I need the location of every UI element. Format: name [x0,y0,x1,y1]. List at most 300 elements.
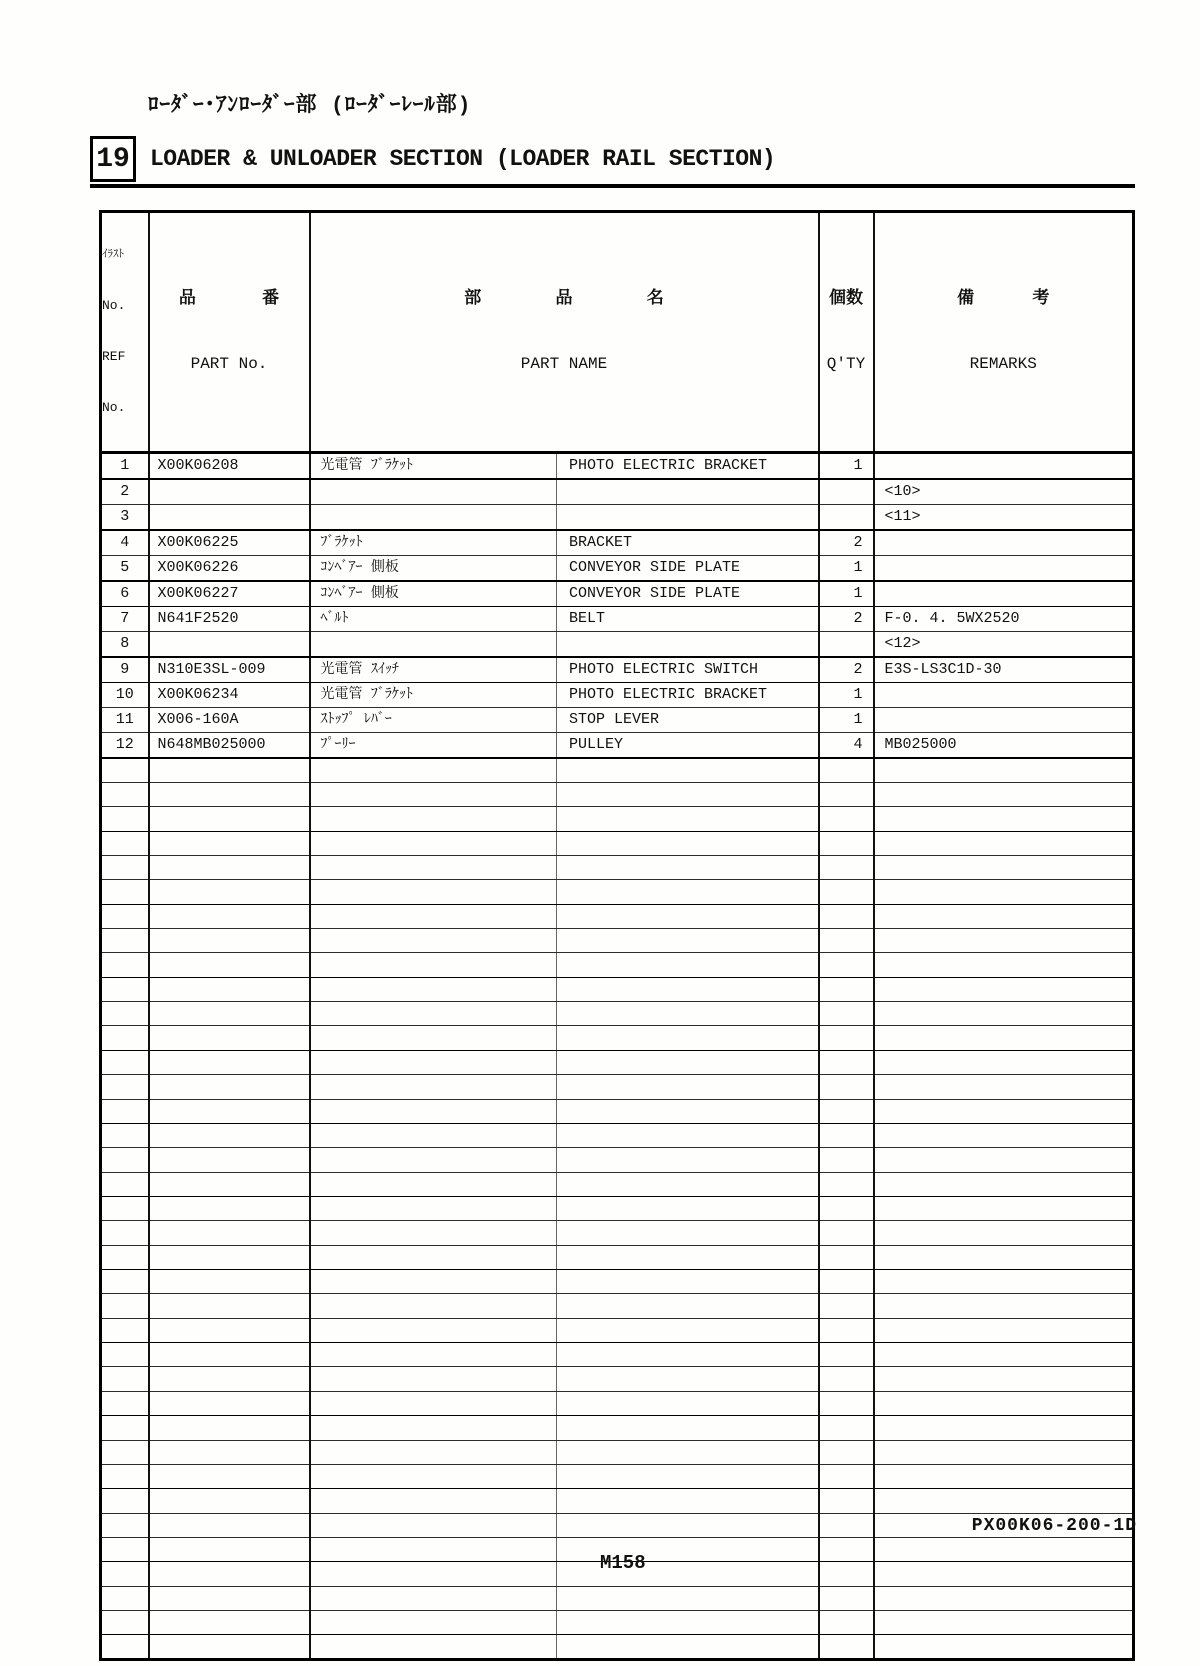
part-no-cell: X00K06225 [149,530,310,556]
part-no-cell [149,1586,310,1610]
part-no-cell [149,1318,310,1342]
part-name-en-cell [557,1513,819,1537]
qty-cell [819,1270,874,1294]
part-name-en-cell [557,807,819,831]
table-row-empty [101,1318,1134,1342]
qty-cell [819,1026,874,1050]
qty-cell [819,1075,874,1099]
table-row-empty [101,1416,1134,1440]
qty-cell [819,1318,874,1342]
table-row-empty [101,1221,1134,1245]
table-row-empty [101,758,1134,782]
part-no-cell [149,1391,310,1415]
remarks-cell [874,1123,1134,1147]
ref-no-cell: 4 [101,530,149,556]
remarks-cell [874,1318,1134,1342]
part-name-en-cell [557,1148,819,1172]
part-name-en-cell [557,831,819,855]
ref-no-cell [101,782,149,806]
ref-no-cell [101,1221,149,1245]
ref-no-cell [101,1270,149,1294]
table-row-empty [101,1270,1134,1294]
qty-cell: 1 [819,581,874,607]
part-name-jp-cell [310,1440,557,1464]
part-name-jp-cell [310,904,557,928]
qty-cell [819,1562,874,1586]
qty-cell [819,1148,874,1172]
part-name-en-cell [557,1196,819,1220]
part-no-cell [149,1002,310,1026]
qty-cell [819,1099,874,1123]
table-row [101,607,1134,632]
part-no-cell: N648MB025000 [149,733,310,759]
qty-cell: 1 [819,708,874,733]
part-no-cell [149,953,310,977]
part-name-header-en: PART NAME [520,355,608,373]
remarks-cell [874,1270,1134,1294]
ref-no-cell [101,1172,149,1196]
table-row [101,733,1134,759]
part-name-en-cell [557,1611,819,1635]
table-row [101,530,1134,556]
ref-no-cell [101,1245,149,1269]
part-no-cell [149,505,310,531]
part-name-en-cell [557,1270,819,1294]
header-row [101,212,1134,453]
qty-cell [819,1245,874,1269]
part-name-en-cell [557,1538,819,1562]
remarks-header-jp: 備 考 [957,290,1050,309]
part-no-cell: X006-160A [149,708,310,733]
ref-no-cell: 9 [101,657,149,683]
part-no-cell [149,1270,310,1294]
qty-cell [819,1221,874,1245]
part-name-jp-cell [310,953,557,977]
ref-no-cell: 1 [101,453,149,480]
part-name-en-cell: PHOTO ELECTRIC BRACKET [557,683,819,708]
ref-no-cell [101,1562,149,1586]
qty-cell [819,1050,874,1074]
table-row-empty [101,1075,1134,1099]
table-row [101,505,1134,531]
table-row-empty [101,1391,1134,1415]
table-row-empty [101,1050,1134,1074]
part-no-cell [149,1464,310,1488]
ref-no-cell [101,1148,149,1172]
remarks-cell [874,1196,1134,1220]
part-no-cell [149,855,310,879]
table-row-empty [101,1148,1134,1172]
part-name-jp-cell [310,1611,557,1635]
table-row-empty [101,1245,1134,1269]
qty-header-jp: 個数 [829,290,863,309]
part-name-header [310,212,819,453]
part-no-cell [149,632,310,658]
ref-no-cell [101,1318,149,1342]
part-name-jp-cell [310,1464,557,1488]
part-name-en-cell [557,1050,819,1074]
qty-cell: 2 [819,657,874,683]
table-row-empty [101,1440,1134,1464]
part-name-jp-cell [310,1294,557,1318]
section-title-english: LOADER & UNLOADER SECTION (LOADER RAIL SECTION) [150,146,776,172]
part-no-cell [149,1148,310,1172]
ref-no-cell [101,1002,149,1026]
remarks-cell [874,1075,1134,1099]
table-row [101,581,1134,607]
qty-cell [819,1367,874,1391]
qty-cell [819,1611,874,1635]
part-name-header-jp: 部 品 名 [464,290,664,309]
part-no-cell [149,758,310,782]
part-name-en-cell [557,1026,819,1050]
ref-no-cell [101,1489,149,1513]
ref-no-cell [101,1294,149,1318]
ref-no-cell [101,1586,149,1610]
part-name-en-cell [557,1635,819,1659]
qty-cell [819,929,874,953]
part-name-en-cell [557,880,819,904]
table-row-empty [101,1172,1134,1196]
part-no-cell: X00K06234 [149,683,310,708]
part-no-cell: X00K06226 [149,556,310,582]
remarks-cell: F-0. 4. 5WX2520 [874,607,1134,632]
part-name-en-cell [557,1245,819,1269]
table-row-empty [101,1489,1134,1513]
ref-no-cell [101,1343,149,1367]
remarks-cell [874,855,1134,879]
qty-cell [819,953,874,977]
part-name-jp-cell [310,807,557,831]
qty-cell [819,977,874,1001]
part-name-en-cell [557,632,819,658]
part-name-en-cell [557,1172,819,1196]
part-no-cell [149,929,310,953]
page-number: M158 [600,1552,646,1574]
table-row [101,657,1134,683]
remarks-cell [874,1586,1134,1610]
remarks-header-en: REMARKS [969,355,1037,373]
qty-cell [819,1416,874,1440]
part-name-en-cell [557,1464,819,1488]
remarks-cell [874,758,1134,782]
part-no-cell [149,1538,310,1562]
part-no-cell [149,1367,310,1391]
part-name-jp-cell [310,1075,557,1099]
remarks-cell [874,1221,1134,1245]
remarks-cell: <11> [874,505,1134,531]
qty-cell [819,904,874,928]
part-name-en-cell [557,977,819,1001]
qty-cell: 2 [819,607,874,632]
remarks-cell [874,1050,1134,1074]
part-name-jp-cell [310,1343,557,1367]
qty-cell [819,758,874,782]
table-row-empty [101,1099,1134,1123]
ref-no-cell: 2 [101,479,149,505]
remarks-cell [874,581,1134,607]
remarks-cell [874,904,1134,928]
ref-no-cell [101,1538,149,1562]
table-row [101,479,1134,505]
part-no-header-jp: 品 番 [178,290,280,309]
part-name-en-cell [557,1343,819,1367]
title-underline [90,184,1135,188]
part-name-en-cell: BELT [557,607,819,632]
ref-no-cell [101,855,149,879]
part-name-jp-cell [310,1099,557,1123]
ref-no-cell: 6 [101,581,149,607]
table-row-empty [101,855,1134,879]
ref-no-cell: 12 [101,733,149,759]
qty-cell: 4 [819,733,874,759]
table-row-empty [101,929,1134,953]
remarks-cell [874,1343,1134,1367]
remarks-cell [874,1026,1134,1050]
qty-cell [819,505,874,531]
part-no-cell [149,1635,310,1659]
ref-no-cell: 10 [101,683,149,708]
qty-cell [819,1538,874,1562]
table-row-empty [101,1343,1134,1367]
remarks-cell [874,530,1134,556]
table-row-empty [101,1611,1134,1635]
part-name-en-cell [557,1489,819,1513]
part-name-jp-cell [310,1196,557,1220]
table-row [101,632,1134,658]
part-no-cell [149,479,310,505]
ref-no-cell: 8 [101,632,149,658]
part-name-jp-cell: 光電管 ﾌﾞﾗｹｯﾄ [310,683,557,708]
qty-cell [819,1343,874,1367]
part-no-cell [149,1123,310,1147]
remarks-cell [874,1464,1134,1488]
qty-cell [819,1002,874,1026]
remarks-cell [874,556,1134,582]
part-name-jp-cell [310,1148,557,1172]
table-row-empty [101,1026,1134,1050]
ref-no-cell [101,1367,149,1391]
part-name-jp-cell [310,1562,557,1586]
table-row-empty [101,880,1134,904]
part-name-jp-cell [310,880,557,904]
part-name-jp-cell [310,632,557,658]
remarks-cell: E3S-LS3C1D-30 [874,657,1134,683]
ref-no-cell: 7 [101,607,149,632]
part-name-en-cell [557,1099,819,1123]
remarks-cell [874,1148,1134,1172]
qty-cell [819,782,874,806]
qty-cell [819,831,874,855]
part-name-jp-cell [310,479,557,505]
part-name-en-cell: PHOTO ELECTRIC SWITCH [557,657,819,683]
part-name-jp-cell [310,1050,557,1074]
remarks-cell [874,1099,1134,1123]
part-name-en-cell: CONVEYOR SIDE PLATE [557,556,819,582]
part-name-jp-cell [310,1002,557,1026]
part-name-jp-cell [310,1489,557,1513]
ref-no-cell [101,1123,149,1147]
part-name-en-cell [557,479,819,505]
part-no-cell [149,1050,310,1074]
table-row-empty [101,1002,1134,1026]
ref-no-cell [101,1026,149,1050]
parts-table-body [101,453,1134,1660]
part-name-en-cell [557,1440,819,1464]
table-row-empty [101,1196,1134,1220]
remarks-cell [874,1562,1134,1586]
part-no-cell [149,1489,310,1513]
remarks-cell [874,1245,1134,1269]
part-no-cell [149,782,310,806]
part-no-cell [149,880,310,904]
remarks-cell: <12> [874,632,1134,658]
ref-no-cell [101,1513,149,1537]
part-name-en-cell [557,1391,819,1415]
remarks-cell [874,1416,1134,1440]
qty-cell [819,1464,874,1488]
ref-no-cell: 5 [101,556,149,582]
ref-no-cell [101,880,149,904]
remarks-cell [874,977,1134,1001]
part-name-en-cell [557,855,819,879]
table-row-empty [101,953,1134,977]
part-name-jp-cell [310,1513,557,1537]
qty-header-en: Q'TY [826,355,866,373]
part-name-jp-cell [310,1538,557,1562]
part-no-cell [149,1294,310,1318]
part-no-cell [149,1245,310,1269]
qty-cell [819,632,874,658]
part-name-jp-cell [310,1318,557,1342]
part-name-en-cell [557,953,819,977]
remarks-cell [874,683,1134,708]
part-name-en-cell: BRACKET [557,530,819,556]
ref-no-cell [101,1391,149,1415]
table-row [101,708,1134,733]
section-title-row [90,136,775,182]
remarks-cell [874,1538,1134,1562]
part-no-cell [149,1221,310,1245]
qty-cell [819,1586,874,1610]
part-name-en-cell [557,1367,819,1391]
part-no-cell [149,807,310,831]
part-name-en-cell [557,904,819,928]
ref-no-cell [101,758,149,782]
qty-cell [819,1294,874,1318]
table-row-empty [101,1586,1134,1610]
part-no-cell [149,1343,310,1367]
remarks-cell [874,1440,1134,1464]
remarks-cell [874,929,1134,953]
part-no-header [149,212,310,453]
part-name-jp-cell [310,1221,557,1245]
qty-cell [819,880,874,904]
part-name-jp-cell [310,782,557,806]
part-name-en-cell: STOP LEVER [557,708,819,733]
part-name-en-cell [557,505,819,531]
part-name-jp-cell [310,1123,557,1147]
table-row-empty [101,782,1134,806]
part-no-cell [149,1416,310,1440]
part-no-cell: X00K06227 [149,581,310,607]
part-no-cell [149,1196,310,1220]
part-name-en-cell [557,1318,819,1342]
section-title-japanese: ﾛｰﾀﾞｰ･ｱﾝﾛｰﾀﾞｰ部 (ﾛｰﾀﾞｰﾚｰﾙ部) [148,95,472,118]
part-no-cell [149,1611,310,1635]
part-no-cell: N641F2520 [149,607,310,632]
ref-no-cell [101,1611,149,1635]
part-name-jp-cell [310,1416,557,1440]
part-name-jp-cell [310,929,557,953]
part-name-jp-cell [310,1586,557,1610]
part-name-en-cell [557,1123,819,1147]
ref-no-cell [101,1464,149,1488]
part-name-jp-cell: ﾌﾟｰﾘｰ [310,733,557,759]
remarks-cell [874,782,1134,806]
ref-no-cell [101,1196,149,1220]
part-name-jp-cell [310,831,557,855]
part-name-jp-cell [310,1391,557,1415]
part-name-jp-cell [310,505,557,531]
part-no-cell [149,831,310,855]
part-name-en-cell [557,1075,819,1099]
ref-no-cell [101,953,149,977]
part-name-jp-cell [310,1270,557,1294]
remarks-cell [874,1002,1134,1026]
part-name-jp-cell: ﾌﾞﾗｹｯﾄ [310,530,557,556]
remarks-cell [874,453,1134,480]
part-name-en-cell [557,758,819,782]
part-no-cell [149,1440,310,1464]
part-no-cell: X00K06208 [149,453,310,480]
document-number: PX00K06-200-1D [971,1516,1137,1536]
qty-cell [819,807,874,831]
part-name-jp-cell [310,758,557,782]
table-row-empty [101,807,1134,831]
part-name-en-cell [557,1294,819,1318]
qty-cell [819,479,874,505]
table-row-empty [101,904,1134,928]
remarks-cell [874,1611,1134,1635]
part-name-jp-cell: ﾍﾞﾙﾄ [310,607,557,632]
ref-no-header: ｲﾗｽﾄ No. REF No. [101,212,149,453]
part-name-en-cell [557,1416,819,1440]
qty-cell [819,1489,874,1513]
part-name-jp-cell [310,855,557,879]
qty-cell [819,855,874,879]
qty-cell [819,1196,874,1220]
remarks-cell [874,953,1134,977]
part-name-jp-cell: ｽﾄｯﾌﾟ ﾚﾊﾞｰ [310,708,557,733]
part-no-header-en: PART No. [190,355,268,373]
part-no-cell [149,1513,310,1537]
remarks-cell [874,1172,1134,1196]
part-no-cell [149,1562,310,1586]
qty-cell: 1 [819,556,874,582]
part-name-en-cell: CONVEYOR SIDE PLATE [557,581,819,607]
remarks-cell [874,831,1134,855]
qty-cell [819,1123,874,1147]
ref-header-jp: ｲﾗｽﾄ [102,249,124,261]
part-name-en-cell [557,1586,819,1610]
remarks-cell [874,1391,1134,1415]
qty-cell [819,1513,874,1537]
remarks-cell [874,807,1134,831]
table-row-empty [101,1294,1134,1318]
qty-cell [819,1440,874,1464]
part-no-cell [149,1026,310,1050]
